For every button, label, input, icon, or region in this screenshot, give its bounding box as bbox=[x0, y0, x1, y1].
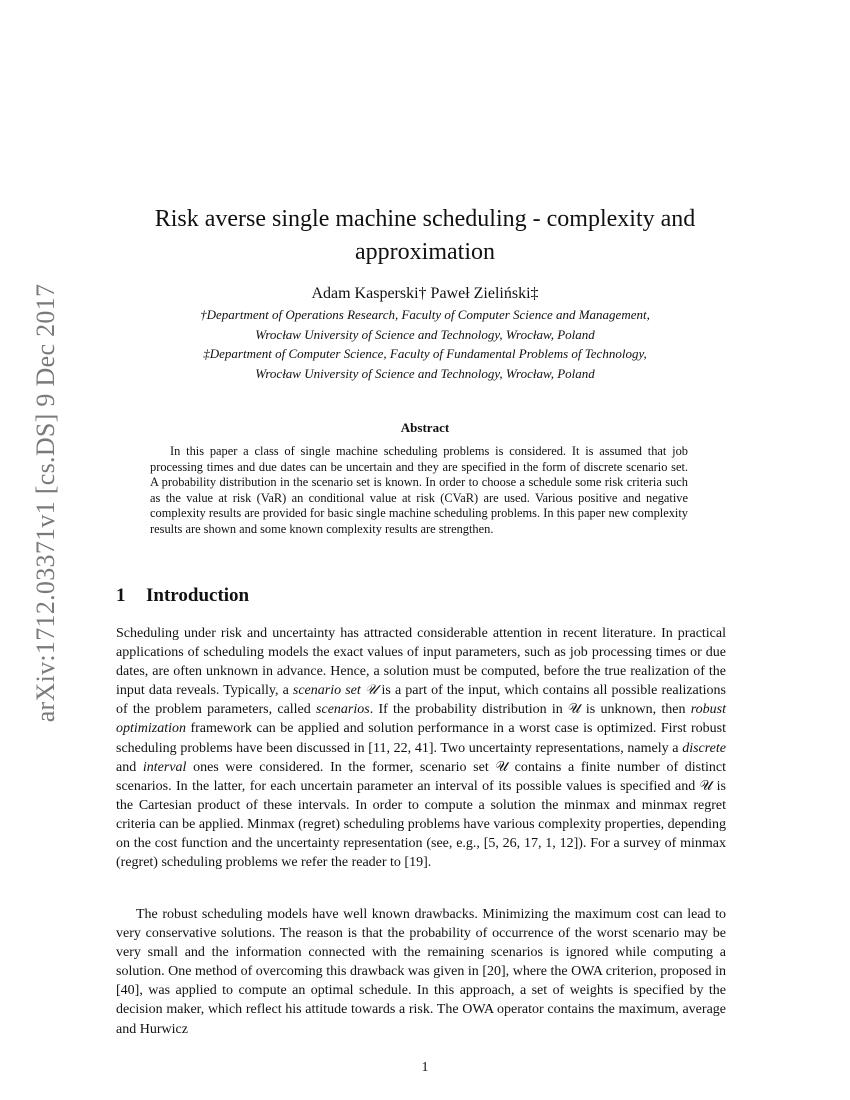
intro-paragraph-1 bbox=[116, 624, 726, 872]
text-run: . If the probability distribution in 𝒰 is unknown, then bbox=[369, 702, 691, 718]
text-run: and bbox=[116, 759, 143, 775]
text-run: is a part of the input, which contains all possible realizations of the problem parameters, called bbox=[116, 683, 727, 718]
italic-term: discrete bbox=[682, 740, 726, 756]
affiliation-2-line-2: Wrocław University of Science and Technology, Wrocław, Poland bbox=[255, 365, 595, 381]
section-heading-introduction bbox=[116, 585, 249, 607]
arxiv-side-stamp: arXiv:1712.03371v1 [cs.DS] 9 Dec 2017 bbox=[31, 283, 60, 723]
italic-term: robust optimization bbox=[116, 702, 726, 737]
affiliation-1-line-2: Wrocław University of Science and Technology, Wrocław, Poland bbox=[255, 326, 595, 342]
section-number: 1 bbox=[116, 585, 126, 606]
affiliation-2 bbox=[130, 344, 720, 383]
page-number: 1 bbox=[421, 1060, 429, 1075]
abstract-heading: Abstract bbox=[400, 420, 450, 435]
text-run: Scheduling under risk and uncertainty has attracted considerable attention in recent literature. In practical applications of scheduling models the exact values of input parameters, such as job processing times or due dates, are often unknown in advance. Hence, a solution must be computed, before the true realization of the input data reveals. Typically, a bbox=[116, 626, 726, 699]
intro-paragraph-2: The robust scheduling models have well known drawbacks. Minimizing the maximum cost can lead to very conservative solutions. The reason is that the probability of occurrence of the worst scenario may be very small and the information connected with the remaining scenarios is ignored while computing a solution. One method of overcoming this drawback was given in [20], where the OWA criterion, proposed in [40], was applied to compute an optimal schedule. In this approach, a set of weights is specified by the decision maker, which reflect his attitude towards a risk. The OWA operator contains the maximum, average and Hurwicz bbox=[116, 907, 726, 1037]
text-run: ones were considered. In the former, scenario set 𝒰 contains a finite number of distinct scenarios. In the latter, for each uncertain parameter an interval of its possible values is specified and 𝒰 is the Cartesian product of these intervals. In order to compute a solution the minmax and minmax regret criteria can be applied. Minmax (regret) scheduling problems have various complexity properties, depending on the cost function and the uncertainty representation (see, e.g., [5, 26, 17, 1, 12]). For a survey of minmax (regret) scheduling problems we refer the reader to [19]. bbox=[116, 759, 726, 871]
text-run: framework can be applied and solution performance in a worst case is optimized. First robust scheduling problems have been discussed in [11, 22, 41]. Two uncertainty representations, namely a bbox=[116, 721, 726, 756]
abstract-text: In this paper a class of single machine scheduling problems is considered. It is assumed that job processing times and due dates can be uncertain and they are specified in the form of discrete scenario set. A probability distribution in the scenario set is known. In order to choose a schedule some risk criteria such as the value at risk (VaR) an conditional value at risk (CVaR) are used. Various positive and negative complexity results are provided for basic single machine scheduling problems. In this paper new complexity results are shown and some known complexity results are strengthen. bbox=[150, 444, 688, 536]
affiliation-1-line-1: †Department of Operations Research, Faculty of Computer Science and Management, bbox=[200, 307, 650, 322]
section-title: Introduction bbox=[146, 585, 250, 606]
paper-title: Risk averse single machine scheduling - complexity and approximation bbox=[154, 206, 696, 265]
italic-term: scenario set 𝒰 bbox=[292, 683, 378, 699]
affiliation-1 bbox=[130, 305, 720, 344]
affiliation-2-line-1: ‡Department of Computer Science, Faculty of Fundamental Problems of Technology, bbox=[203, 346, 647, 361]
authors: Adam Kasperski† Paweł Zieliński‡ bbox=[311, 285, 539, 302]
italic-term: scenarios bbox=[316, 702, 370, 718]
italic-term: interval bbox=[142, 759, 187, 775]
